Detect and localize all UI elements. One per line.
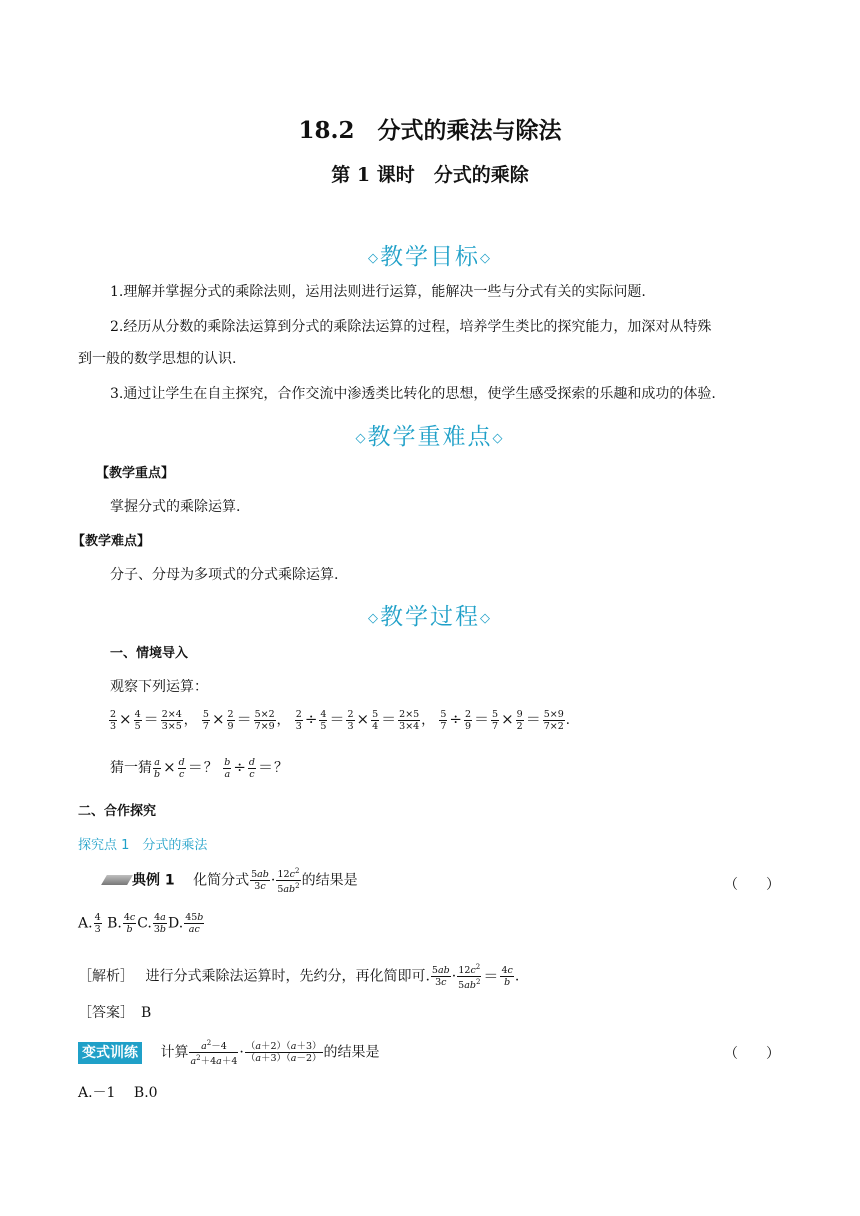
diamond-icon: ◇	[480, 611, 492, 626]
section-heading-objectives: ◇教学目标◇	[368, 244, 492, 270]
example-1: 典例 1 化简分式 $\frac{5ab}{3c}$ · $\frac{12c^2}{5ab^2}$ 的结果是	[132, 867, 358, 896]
diamond-icon: ◇	[492, 431, 505, 446]
answer-label: ［答案］	[78, 1005, 127, 1021]
section-heading-keypoints: ◇教学重难点◇	[355, 424, 505, 450]
variant-answer-blank: （ ）	[724, 1046, 780, 1062]
answer-blank: （ ）	[724, 877, 780, 893]
objective-2-cont: 到一般的数学思想的认识.	[78, 351, 237, 367]
variant-label: 变式训练	[78, 1042, 142, 1064]
answer-value: B	[141, 1005, 152, 1021]
answer	[78, 1002, 151, 1022]
variant-training: 变式训练 计算 $\frac{a^2-4}{a^2+4a+4}$ · $\frac{(a+2)(a+3)}{(a+3)(a-2)}$ 的结果是	[78, 1038, 380, 1067]
keypoint-text: 掌握分式的乘除运算.	[110, 499, 241, 515]
step2-heading: 二、合作探究	[78, 804, 157, 819]
difficulty-text: 分子、分母为多项式的分式乘除运算.	[110, 567, 339, 583]
step1-heading: 一、情境导入	[110, 646, 189, 661]
analysis-label: ［解析］	[78, 968, 127, 985]
diamond-icon: ◇	[480, 251, 492, 266]
fraction-examples: $\frac{2}{3}$ × $\frac{4}{5}$ ＝ $\frac{2\times 4}{3\times 5}$ ， $\frac{5}{7}$ × $\frac{2}{9}$ ＝ $\frac{5\times 2}{7\times 9}$ ， $\frac{2}{3}$ ÷ $\frac{4}{5}$ ＝ $\frac{2}{3}$ × $\frac{5}{4}$ ＝ $\frac{2\times 5}{3\times 4}$ ， $\frac{5}{7}$ ÷ $\frac{2}{9}$ ＝ $\frac{5}{7}$ × $\frac{9}{2}$ ＝ $\frac{5\times 9}{7\times 2}$ .	[110, 709, 570, 732]
difficulty-label: 【教学难点】	[72, 534, 151, 549]
diamond-icon: ◇	[355, 431, 368, 446]
diamond-icon: ◇	[368, 251, 380, 266]
objective-1: 1.理解并掌握分式的乘除法则，运用法则进行运算，能解决一些与分式有关的实际问题.	[110, 284, 646, 300]
diamond-icon: ◇	[368, 611, 380, 626]
example-bar-icon	[101, 875, 133, 885]
explore-point-1: 探究点 1 分式的乘法	[78, 838, 208, 853]
page-title: 18.2 分式的乘法与除法	[298, 117, 562, 144]
example-options: A. $\frac{4}{3}$ B. $\frac{4c}{b}$ C. $\frac{4a}{3b}$ D. $\frac{45b}{ac}$	[78, 912, 204, 935]
analysis: ［解析］ 进行分式乘除法运算时，先约分，再化简即可. $\frac{5ab}{3c}$ · $\frac{12c^2}{5ab^2}$ ＝ $\frac{4c}{b}$ .	[78, 963, 520, 992]
objective-3: 3.通过让学生在自主探究，合作交流中渗透类比转化的思想，使学生感受探索的乐趣和成功的体验.	[110, 386, 716, 402]
lesson-subtitle: 第 1 课时 分式的乘除	[331, 164, 529, 186]
step1-intro: 观察下列运算：	[110, 679, 208, 695]
keypoint-label: 【教学重点】	[96, 466, 175, 481]
section-heading-process: ◇教学过程◇	[368, 604, 492, 630]
guess-line: 猜一猜 $\frac{a}{b}$ × $\frac{d}{c}$ ＝？ $\frac{b}{a}$ ÷ $\frac{d}{c}$ ＝？	[110, 756, 289, 780]
example-label: 典例 1	[132, 872, 175, 889]
variant-options: A.－1 B.0	[78, 1085, 158, 1101]
objective-2: 2.经历从分数的乘除法运算到分式的乘除法运算的过程，培养学生类比的探究能力，加深对从特殊	[110, 319, 712, 335]
